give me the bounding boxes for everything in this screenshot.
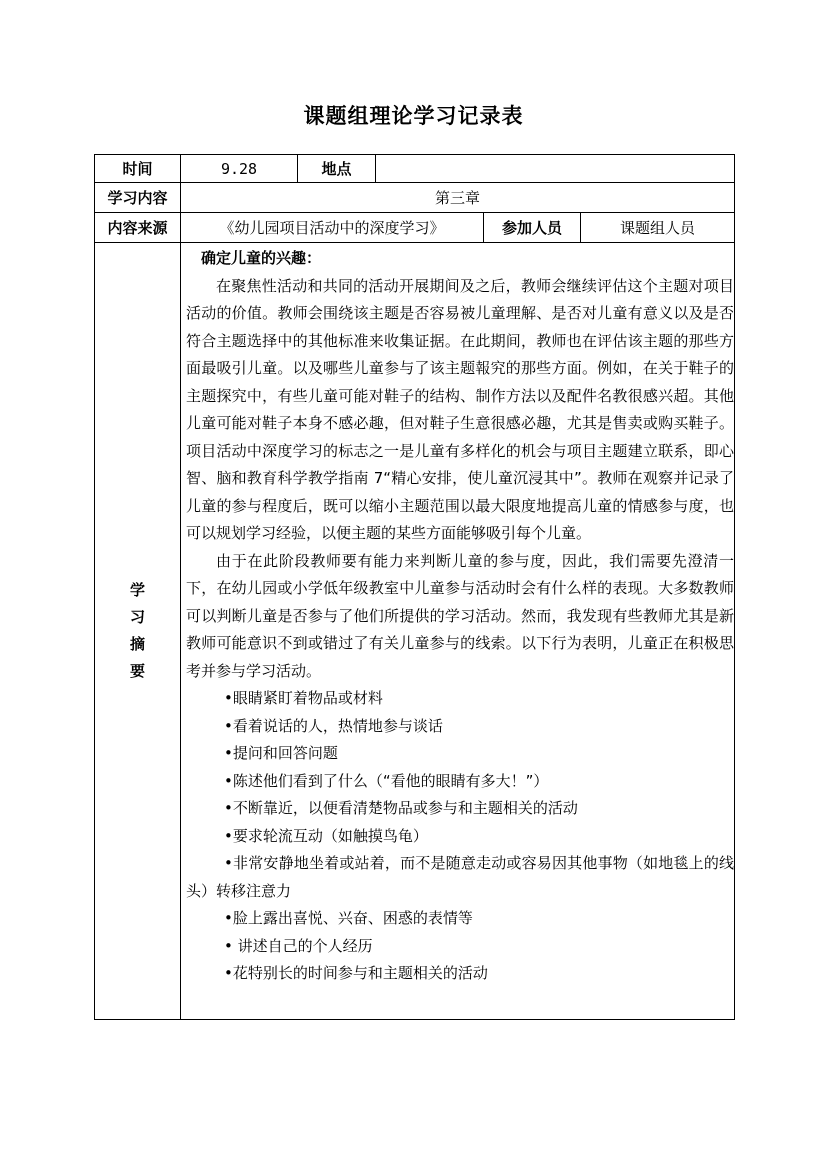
time-value: 9.28 [181, 155, 298, 183]
participants-label: 参加人员 [484, 213, 581, 243]
behavior-item: •提问和回答问题 [224, 744, 338, 762]
behavior-item: •非常安静地坐着或站着，而不是随意走动或容易因其他事物（如地毯上的线头）转移注意力 [186, 854, 735, 900]
summary-side-char: 习 [129, 608, 145, 626]
content-row [95, 183, 735, 213]
behavior-item: • 讲述自己的个人经历 [224, 936, 373, 955]
behavior-item: •脸上露出喜悦、兴奋、困惑的表情等 [224, 909, 473, 927]
place-label: 地点 [298, 155, 376, 183]
behavior-item: •不断靠近，以便看清楚物品或参与和主题相关的活动 [224, 799, 578, 817]
behavior-item: •眼睛紧盯着物品或材料 [224, 689, 383, 707]
summary-content [181, 243, 735, 1020]
summary-row [95, 243, 735, 1020]
time-row [95, 155, 735, 183]
source-row [95, 213, 735, 243]
behavior-item: •陈述他们看到了什么（“看他的眼睛有多大！”） [224, 771, 549, 790]
content-label: 学习内容 [95, 183, 181, 213]
summary-side-char: 摘 [129, 635, 145, 653]
page-title: 课题组理论学习记录表 [303, 104, 524, 128]
summary-heading: 确定儿童的兴趣： [201, 249, 322, 267]
summary-side-char: 学 [129, 581, 145, 599]
summary-side-char: 要 [129, 662, 145, 680]
behavior-item: •花特别长的时间参与和主题相关的活动 [224, 964, 488, 982]
place-value [376, 155, 735, 183]
time-label: 时间 [95, 155, 181, 183]
summary-paragraph: 在聚焦性活动和共同的活动开展期间及之后，教师会继续评估这个主题对项目活动的价值。教师会围绕该主题是否容易被儿童理解、是否对儿童有意义以及是否符合主题选择中的其他标准来收集证据。在此期间，教师也在评估该主题的那些方面最吸引儿童。以及哪些儿童参与了该主题報究的那些方面。例如，在关于鞋子的主题探究中，有些儿童可能对鞋子的结构、制作方法以及配件名教很感兴超。其他儿童可能对鞋子本身不感必趣，但对鞋子生意很感必趣，尤其是售卖或购买鞋子。项目活动中深度学习的标志之一是儿童有多样化的机会与项目主题建立联系，即心智、脑和教育科学教学指南 7“精心安排，使儿童沉浸其中”。教师在观察并记录了儿童的参与程度后，既可以缩小主题范围以最大限度地提高儿童的情感参与度，也可以规划学习经验，以便主题的某些方面能够吸引每个儿童。 [186, 276, 735, 542]
participants-value: 课题组人员 [581, 213, 735, 243]
summary-paragraph: 由于在此阶段教师要有能力来判断儿童的参与度，因此，我们需要先澄清一下，在幼儿园或小学低年级教室中儿童参与活动时会有什么样的表现。大多数教师可以判断儿童是否参与了他们所提供的学习活动。然而，我发现有些教师尤其是新教师可能意识不到或错过了有关儿童参与的线索。以下行为表明，儿童正在积极思考并参与学习活动。 [186, 551, 735, 680]
behavior-item: •看着说话的人，热情地参与谈话 [224, 716, 443, 735]
content-value: 第三章 [181, 183, 735, 213]
summary-side-label [95, 243, 181, 1020]
behavior-item: •要求轮流互动（如触摸鸟龟） [224, 826, 428, 845]
record-table [94, 154, 735, 1020]
source-value: 《幼儿园项目活动中的深度学习》 [181, 213, 484, 243]
source-label: 内容来源 [95, 213, 181, 243]
